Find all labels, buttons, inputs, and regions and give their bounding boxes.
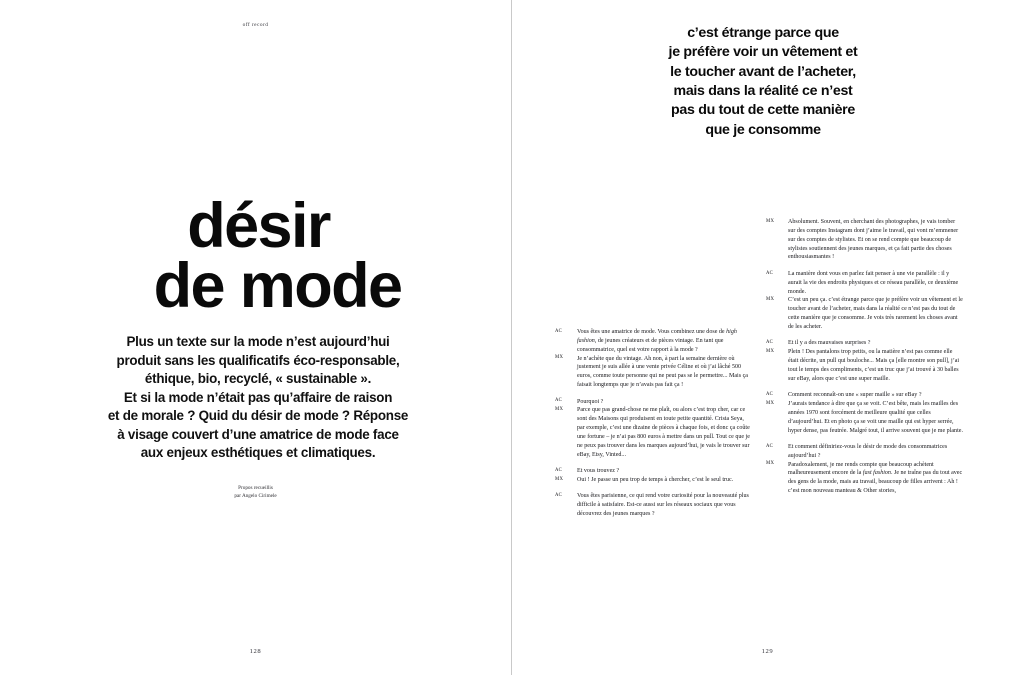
interview-exchange <box>766 270 963 297</box>
deck-line: à visage couvert d’une amatrice de mode face <box>117 426 399 442</box>
interview-exchange <box>555 355 752 390</box>
credit-line-1: Propos recueillis <box>238 485 273 491</box>
speaker-initials: MX <box>555 355 564 361</box>
speaker-initials: MX <box>766 218 775 224</box>
right-page <box>511 0 1024 675</box>
interview-exchange <box>555 467 752 476</box>
speaker-initials: MX <box>555 476 564 482</box>
interview-exchange <box>555 492 752 519</box>
deck-line: aux enjeux esthétiques et climatiques. <box>140 445 376 460</box>
speech-text: Comment reconnaît-on une « super maille » sur eBay ? <box>788 392 922 399</box>
speech-text: Je n’achète que du vintage. Ah non, à part la semaine dernière où justement je suis allée à une vente privée Céline et où j’ai lâché 500 euros, comme toute personne qui ne peut pas se le permettre... Mais ça faisait longtemps que je n’avais pas fait ça ! <box>577 355 748 389</box>
speech-text: Absolument. Souvent, en cherchant des photographes, je vais tomber sur des comptes Instagram dont j’aime le travail, qui vont m’emmener sur des comptes de stylistes. Et on se rend compte que beaucoup de stylistes soutiennent des jeunes marques, et ça fait partie des choses enthousiasmantes ! <box>788 219 959 261</box>
interview-exchange <box>555 406 752 459</box>
speaker-initials: AC <box>766 391 774 397</box>
interview-exchange <box>555 476 752 485</box>
interview-exchange <box>766 400 963 435</box>
deck-line: et de morale ? Quid du désir de mode ? Réponse <box>107 408 409 423</box>
speaker-initials: AC <box>766 443 774 449</box>
speech-text: Vous êtes parisienne, ce qui rend votre curiosité pour la nouveauté plus difficile à satisfaire. Est-ce aussi sur les réseaux sociaux que vous découvrez des jeunes marques ? <box>577 493 749 517</box>
interview-exchange <box>766 461 963 496</box>
interview-exchange <box>766 391 963 400</box>
byline-credit <box>0 484 511 501</box>
speech-text: La manière dont vous en parlez fait penser à une vie parallèle : il y aurait la vie des endroits physiques et ce réseau parallèle, ce deuxième monde. <box>788 270 959 295</box>
credit-line-2: par Angelo Cirimele <box>234 493 277 500</box>
speaker-initials: AC <box>766 340 774 346</box>
speaker-initials: AC <box>555 467 563 473</box>
pull-quote-line: que je consomme <box>705 121 821 138</box>
speech-text: Vous êtes une amatrice de mode. Vous combinez une dose de high fashion, de jeunes créateurs et de pièces vintage. En tant que consommatrice, quel est votre rapport à la mode ? <box>577 329 737 353</box>
speech-text: Et vous trouvez ? <box>577 468 620 474</box>
interview-columns <box>511 0 1024 675</box>
interview-exchange <box>555 328 752 355</box>
speaker-initials: AC <box>555 398 563 404</box>
speaker-initials: AC <box>555 493 563 499</box>
interview-exchange <box>766 339 963 348</box>
speech-text: C’est un peu ça. c’est étrange parce que je préfère voir un vêtement et le toucher avant de l’acheter, mais dans la réalité ce n’est pas du tout de cette manière que je consomme. Je vois très rarement les choses avant de les acheter. <box>788 297 963 330</box>
pull-quote-line: pas du tout de cette manière <box>671 102 855 119</box>
speech-text: J’aurais tendance à dire que ça se voit. C’est bête, mais les mailles des années 1970 sont forcément de meilleure qualité que celles d’aujourd’hui. Et en photo ça se voit une maille qui est hyper serrée, hyper dense, pas feutrée. Malgré tout, il arrive souvent que je me plante. <box>788 400 963 434</box>
speech-text: Plein ! Des pantalons trop petits, ou la matière n’est pas comme elle était décrite, un pull qui bouloche... Mais ça [elle montre son pull], j’ai tout le temps des compliments, c’est un truc que j’ai trouvé à 30 balles sur eBay, alors que c’est une super maille. <box>788 349 960 382</box>
speaker-initials: MX <box>766 297 775 303</box>
deck-line: Plus un texte sur la mode n’est aujourd’hui <box>126 334 390 349</box>
left-page <box>0 0 511 675</box>
speech-text: Oui ! Je passe un peu trop de temps à chercher, c’est le seul truc. <box>577 476 734 483</box>
pull-quote-line: mais dans la réalité ce n’est <box>673 82 853 99</box>
folio-left: 128 <box>249 648 262 655</box>
speech-text: Pourquoi ? <box>577 398 604 405</box>
speaker-initials: MX <box>766 400 775 406</box>
interview-column-2 <box>766 218 963 496</box>
speaker-initials: MX <box>766 348 775 354</box>
speaker-initials: AC <box>555 328 563 334</box>
article-deck <box>58 333 458 463</box>
pull-quote-line: c’est étrange parce que <box>687 25 839 41</box>
interview-exchange <box>766 443 963 461</box>
speaker-initials: MX <box>555 407 564 413</box>
running-head: off record <box>242 22 269 28</box>
pull-quote-line: je préfère voir un vêtement et <box>668 44 858 61</box>
interview-exchange <box>555 398 752 407</box>
interview-exchange <box>766 296 963 331</box>
page-title <box>0 191 511 321</box>
speech-text: Et il y a des mauvaises surprises ? <box>788 340 871 347</box>
pull-quote-line: le toucher avant de l’acheter, <box>670 63 856 80</box>
speaker-initials: AC <box>766 270 774 276</box>
speech-text: Et comment définiriez-vous le désir de mode des consommatrices aujourd’hui ? <box>788 443 948 459</box>
deck-line: éthique, bio, recyclé, « sustainable ». <box>144 371 372 386</box>
speech-text: Paradoxalement, je me rends compte que beaucoup achètent malheureusement encore de la fast fashion. Je ne traîne pas du tout avec des gens de la mode, mais au travail, beaucoup de filles arrivent : Ah ! c’est mon nouveau manteau & Other stories, <box>788 461 963 495</box>
speech-text: Parce que pas grand-chose ne me plaît, ou alors c’est trop cher, car ce sont des Maisons qui produisent en toute petite quantité. Crista Seya, par exemple, c’est une dizaine de pièces à chaque fois, et donc ça coûte une fortune – je n’ai pas 800 euros à mettre dans un pull. Tout ce que je ne peux pas trouver dans les marques aujourd’hui, je vais le trouver sur eBay, Etsy, Vinted... <box>577 407 750 458</box>
speaker-initials: MX <box>766 461 775 467</box>
folio-right: 129 <box>761 648 774 655</box>
page-title-line-1: désir <box>187 191 330 261</box>
deck-line: Et si la mode n’était pas qu’affaire de raison <box>123 389 393 405</box>
interview-exchange <box>766 348 963 383</box>
interview-exchange <box>766 218 963 262</box>
deck-line: produit sans les qualificatifs éco-responsable, <box>116 352 400 368</box>
page-title-line-2: de mode <box>153 250 402 321</box>
interview-column-1 <box>555 328 752 519</box>
